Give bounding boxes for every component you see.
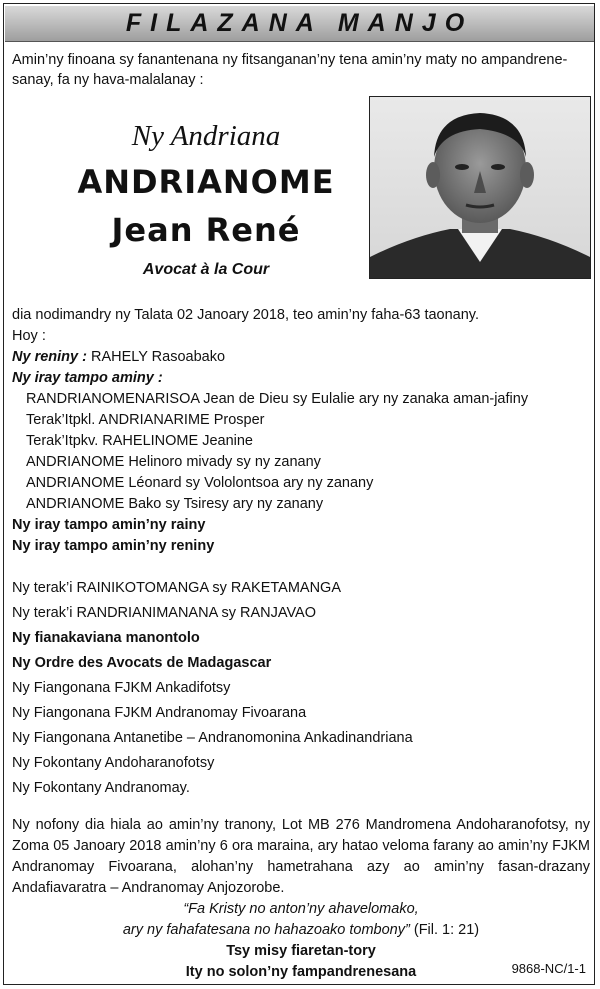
hoy-label: Hoy : <box>12 328 46 344</box>
verse-line-2 <box>12 920 590 941</box>
portrait-photo <box>369 96 591 279</box>
org-line: Ny Fokontany Andoharanofotsy <box>12 755 215 771</box>
family-line: Ny terak’i RANDRIANIMANANA sy RANJAVAO <box>12 605 317 621</box>
relatives-line: Ny iray tampo amin’ny rainy <box>12 517 206 533</box>
mourners-list <box>12 576 590 801</box>
header-banner <box>5 6 594 42</box>
relatives-line: Ny iray tampo amin’ny reniny <box>12 538 215 554</box>
org-line: Ny Fiangonana FJKM Ankadifotsy <box>12 680 231 696</box>
sibling-item: ANDRIANOME Bako sy Tsiresy ary ny zanany <box>26 496 324 512</box>
org-bold-line: Ny Ordre des Avocats de Madagascar <box>12 655 272 671</box>
sibling-item: ANDRIANOME Helinoro mivady sy ny zanany <box>26 454 321 470</box>
org-line: Ny Fokontany Andranomay. <box>12 780 190 796</box>
sibling-item: Terak’Itpkv. RAHELINOME Jeanine <box>26 433 253 449</box>
closing-line-1: Tsy misy fiaretan-tory <box>226 943 376 959</box>
org-line: Ny Fiangonana FJKM Andranomay Fivoarana <box>12 705 307 721</box>
funeral-section <box>12 815 590 983</box>
honorific: Ny Andriana <box>131 120 281 152</box>
funeral-details: Ny nofony dia hiala ao amin’ny tranony, Lot MB 276 Mandromena Andoharanofotsy, ny Zoma 05 Janoary 2018 amin’ny 6 ora maraina, ary hatao veloma farany ao amin’ny FJKM Andranomay Fivoarana, alohan’ny hametrahana azy ao amin’ny fasan-drazany Andafiavaratra – Andranomay Anjozorobe. <box>12 817 590 896</box>
verse-text: ary ny fahafatesana no hahazoako tombony” <box>122 922 410 938</box>
family-line: Ny terak’i RAINIKOTOMANGA sy RAKETAMANGA <box>12 580 341 596</box>
mother-label: Ny reniny : <box>12 349 87 365</box>
deceased-surname: ANDRIANOME <box>77 163 335 201</box>
sibling-item: Terak’Itpkl. ANDRIANARIME Prosper <box>26 412 265 428</box>
notice-body <box>12 305 590 557</box>
siblings-label: Ny iray tampo aminy : <box>12 370 163 386</box>
header-title: FILAZANA MANJO <box>125 9 474 37</box>
deceased-given-name: Jean René <box>111 211 301 249</box>
death-line: dia nodimandry ny Talata 02 Janoary 2018, teo amin’ny faha-63 taonany. <box>12 307 479 323</box>
sibling-item: RANDRIANOMENARISOA Jean de Dieu sy Eulalie ary ny zanaka aman-jafiny <box>26 391 529 407</box>
verse-reference: (Fil. 1: 21) <box>409 922 480 938</box>
intro-text: Amin’ny finoana sy fanantenana ny fitsanganan’ny tena amin’ny maty no ampandrene-sanay, fa ny hava-malalanay : <box>12 52 568 88</box>
org-line: Ny Fiangonana Antanetibe – Andranomonina Ankadinandriana <box>12 730 413 746</box>
mother-line <box>12 347 590 368</box>
closing-line-2: Ity no solon’ny fampandrenesana <box>185 964 417 980</box>
org-bold-line: Ny fianakaviana manontolo <box>12 630 200 646</box>
reference-code: 9868-NC/1-1 <box>511 961 586 976</box>
sibling-item: ANDRIANOME Léonard sy Vololontsoa ary ny zanany <box>26 475 374 491</box>
deceased-title: Avocat à la Cour <box>142 261 270 278</box>
verse-line-1: “Fa Kristy no anton’ny ahavelomako, <box>183 901 419 917</box>
mother-name: RAHELY Rasoabako <box>86 349 226 365</box>
